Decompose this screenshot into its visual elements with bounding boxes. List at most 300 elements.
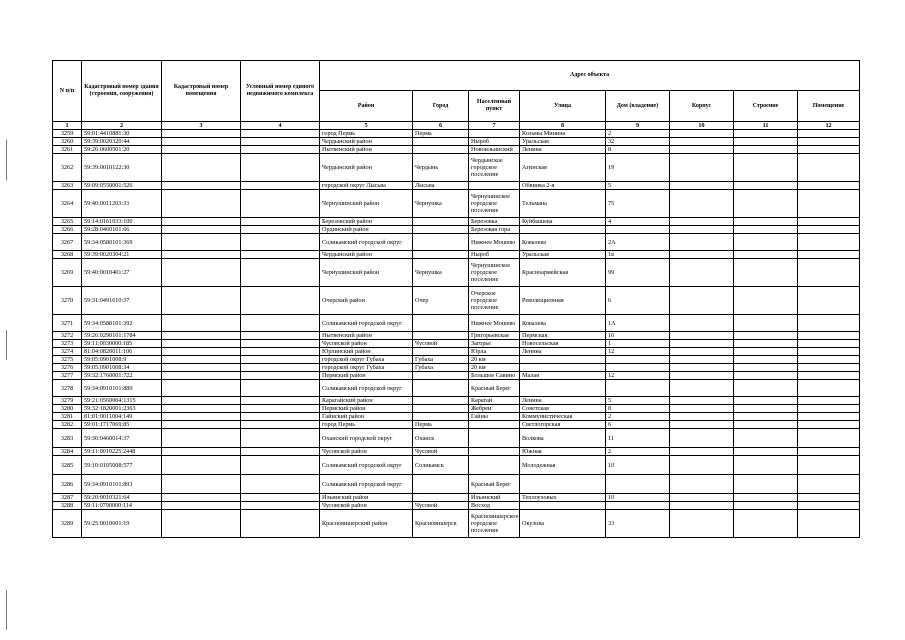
street-cell	[520, 475, 606, 494]
city-cell	[413, 138, 469, 146]
table-row	[53, 182, 860, 190]
row-number: 3268	[53, 251, 82, 259]
table-row	[53, 380, 860, 397]
city-cell	[413, 315, 469, 332]
street-cell	[520, 364, 606, 372]
row-number: 3260	[53, 138, 82, 146]
scan-edge-mark	[6, 140, 7, 180]
district-cell: Оханский городской округ	[320, 429, 413, 448]
corp-cell	[670, 315, 734, 332]
corp-cell	[670, 226, 734, 234]
corp-cell	[670, 502, 734, 510]
district-cell: Красновишерский район	[320, 510, 413, 538]
city-cell: Чусовой	[413, 340, 469, 348]
corp-cell	[670, 190, 734, 218]
house-cell: 19	[606, 154, 670, 182]
building-cell	[734, 218, 798, 226]
house-cell: 5	[606, 182, 670, 190]
conditional-number-cell	[241, 340, 320, 348]
room-cell	[798, 190, 860, 218]
table-row	[53, 332, 860, 340]
document-sheet	[52, 60, 859, 538]
room-cell	[798, 146, 860, 154]
cadastral-building-cell: 59:34:0580101:392	[82, 315, 162, 332]
conditional-number-cell	[241, 348, 320, 356]
cadastral-room-cell	[162, 259, 241, 287]
cadastral-room-cell	[162, 332, 241, 340]
cadastral-building-cell: 59:40:0010401:27	[82, 259, 162, 287]
cadastral-building-cell: 59:11:0010225:2448	[82, 448, 162, 456]
city-cell	[413, 348, 469, 356]
table-row	[53, 397, 860, 405]
building-cell	[734, 226, 798, 234]
city-cell	[413, 494, 469, 502]
conditional-number-cell	[241, 190, 320, 218]
building-cell	[734, 146, 798, 154]
street-cell: Ленина	[520, 146, 606, 154]
district-cell: Карагайский район	[320, 397, 413, 405]
house-cell: 8	[606, 146, 670, 154]
building-cell	[734, 510, 798, 538]
building-cell	[734, 372, 798, 380]
house-cell: 10	[606, 456, 670, 475]
city-cell: Чердынь	[413, 154, 469, 182]
settlement-cell	[469, 429, 520, 448]
cadastral-building-cell: 59:10:0105008:577	[82, 456, 162, 475]
cadastral-room-cell	[162, 405, 241, 413]
row-number: 3284	[53, 448, 82, 456]
cadastral-room-cell	[162, 348, 241, 356]
cadastral-building-cell: 59:11:0030000:185	[82, 340, 162, 348]
row-number: 3267	[53, 234, 82, 251]
street-cell: Тельмана	[520, 190, 606, 218]
cadastral-room-cell	[162, 421, 241, 429]
room-cell	[798, 182, 860, 190]
room-cell	[798, 405, 860, 413]
room-cell	[798, 154, 860, 182]
conditional-number-cell	[241, 364, 320, 372]
district-cell: город Пермь	[320, 130, 413, 138]
cadastral-room-cell	[162, 364, 241, 372]
cadastral-room-cell	[162, 315, 241, 332]
street-cell: Революционная	[520, 287, 606, 315]
row-number: 3287	[53, 494, 82, 502]
conditional-number-cell	[241, 251, 320, 259]
column-number: 11	[734, 122, 798, 130]
row-number: 3286	[53, 475, 82, 494]
cadastral-building-cell: 59:39:0010122:30	[82, 154, 162, 182]
header-room: Помещение	[798, 91, 860, 122]
city-cell: Чернушка	[413, 259, 469, 287]
district-cell: Очерский район	[320, 287, 413, 315]
house-cell: 32	[606, 138, 670, 146]
house-cell: 75	[606, 190, 670, 218]
street-cell: Молодежная	[520, 456, 606, 475]
city-cell	[413, 372, 469, 380]
settlement-cell: Гайны	[469, 413, 520, 421]
street-cell: Агинская	[520, 154, 606, 182]
header-corp: Корпус	[670, 91, 734, 122]
header-n: N п/п	[53, 61, 82, 122]
cadastral-room-cell	[162, 138, 241, 146]
house-cell: 5	[606, 397, 670, 405]
table-body	[53, 130, 860, 538]
room-cell	[798, 448, 860, 456]
header-address-group: Адрес объекта	[320, 61, 860, 91]
conditional-number-cell	[241, 226, 320, 234]
row-number: 3280	[53, 405, 82, 413]
row-number: 3285	[53, 456, 82, 475]
city-cell	[413, 332, 469, 340]
street-cell: Ленина	[520, 348, 606, 356]
cadastral-building-cell: 81:01:0011004:149	[82, 413, 162, 421]
settlement-cell: Березовка	[469, 218, 520, 226]
cadastral-building-cell: 59:05:0901008:34	[82, 364, 162, 372]
corp-cell	[670, 251, 734, 259]
cadastral-room-cell	[162, 190, 241, 218]
building-cell	[734, 190, 798, 218]
cadastral-room-cell	[162, 356, 241, 364]
column-number: 7	[469, 122, 520, 130]
settlement-cell: Ныроб	[469, 138, 520, 146]
corp-cell	[670, 138, 734, 146]
street-cell: Красноармейская	[520, 259, 606, 287]
corp-cell	[670, 234, 734, 251]
table-row	[53, 130, 860, 138]
city-cell: Лысьва	[413, 182, 469, 190]
cadastral-room-cell	[162, 218, 241, 226]
building-cell	[734, 475, 798, 494]
city-cell	[413, 405, 469, 413]
room-cell	[798, 456, 860, 475]
cadastral-building-cell: 59:26:0600501:20	[82, 146, 162, 154]
settlement-cell: Чернушинское городское поселение	[469, 190, 520, 218]
district-cell: Гайнский район	[320, 413, 413, 421]
settlement-cell: Григорьевская	[469, 332, 520, 340]
cadastral-building-cell: 59:30:0460014:37	[82, 429, 162, 448]
city-cell: Оханск	[413, 429, 469, 448]
district-cell: Пермский район	[320, 372, 413, 380]
header-cond-num: Условный номер единого недвижимого комплекса	[241, 61, 320, 122]
cadastral-room-cell	[162, 146, 241, 154]
settlement-cell: Нижнее Мошево	[469, 315, 520, 332]
house-cell	[606, 364, 670, 372]
house-cell: 12	[606, 372, 670, 380]
registry-table	[52, 60, 860, 538]
settlement-cell: Красный Берег	[469, 475, 520, 494]
cadastral-room-cell	[162, 130, 241, 138]
table-row	[53, 364, 860, 372]
conditional-number-cell	[241, 259, 320, 287]
row-number: 3270	[53, 287, 82, 315]
column-number: 6	[413, 122, 469, 130]
cadastral-room-cell	[162, 380, 241, 397]
cadastral-room-cell	[162, 372, 241, 380]
row-number: 3275	[53, 356, 82, 364]
corp-cell	[670, 348, 734, 356]
city-cell: Губаха	[413, 364, 469, 372]
cadastral-building-cell: 59:31:0491610:37	[82, 287, 162, 315]
house-cell: 1А	[606, 315, 670, 332]
conditional-number-cell	[241, 356, 320, 364]
table-row	[53, 413, 860, 421]
settlement-cell: Нижнее Мошево	[469, 234, 520, 251]
table-row	[53, 356, 860, 364]
corp-cell	[670, 510, 734, 538]
scan-edge-mark	[6, 590, 7, 630]
row-number: 3271	[53, 315, 82, 332]
city-cell: Очер	[413, 287, 469, 315]
conditional-number-cell	[241, 510, 320, 538]
cadastral-room-cell	[162, 510, 241, 538]
house-cell: 12	[606, 348, 670, 356]
building-cell	[734, 494, 798, 502]
district-cell: Нытвенский район	[320, 146, 413, 154]
settlement-cell: Новоильинский	[469, 146, 520, 154]
cadastral-room-cell	[162, 429, 241, 448]
column-number: 10	[670, 122, 734, 130]
building-cell	[734, 413, 798, 421]
table-row	[53, 494, 860, 502]
conditional-number-cell	[241, 421, 320, 429]
building-cell	[734, 380, 798, 397]
building-cell	[734, 429, 798, 448]
table-row	[53, 510, 860, 538]
room-cell	[798, 138, 860, 146]
row-number: 3288	[53, 502, 82, 510]
settlement-cell	[469, 448, 520, 456]
room-cell	[798, 380, 860, 397]
settlement-cell: 20 км	[469, 364, 520, 372]
table-row	[53, 234, 860, 251]
house-cell: 1	[606, 340, 670, 348]
room-cell	[798, 475, 860, 494]
building-cell	[734, 259, 798, 287]
conditional-number-cell	[241, 448, 320, 456]
table-row	[53, 287, 860, 315]
settlement-cell: Чернушинское городское поселение	[469, 259, 520, 287]
conditional-number-cell	[241, 218, 320, 226]
table-row	[53, 259, 860, 287]
settlement-cell: Карагай	[469, 397, 520, 405]
row-number: 3274	[53, 348, 82, 356]
corp-cell	[670, 130, 734, 138]
column-number: 9	[606, 122, 670, 130]
building-cell	[734, 332, 798, 340]
district-cell: Чусовской район	[320, 502, 413, 510]
street-cell	[520, 502, 606, 510]
house-cell: 6	[606, 421, 670, 429]
district-cell: Соликамский городской округ	[320, 456, 413, 475]
district-cell: Чусовской район	[320, 340, 413, 348]
street-cell: Новосельская	[520, 340, 606, 348]
settlement-cell: Ильинский	[469, 494, 520, 502]
conditional-number-cell	[241, 502, 320, 510]
street-cell: Коммунистическая	[520, 413, 606, 421]
settlement-cell	[469, 456, 520, 475]
city-cell: Пермь	[413, 130, 469, 138]
room-cell	[798, 413, 860, 421]
table-row	[53, 315, 860, 332]
cadastral-building-cell: 59:28:0460101:66	[82, 226, 162, 234]
settlement-cell: Жебреи	[469, 405, 520, 413]
building-cell	[734, 456, 798, 475]
settlement-cell	[469, 182, 520, 190]
district-cell: городской округ Губаха	[320, 356, 413, 364]
header-cad-building: Кадастровый номер здания (строения, сооружения)	[82, 61, 162, 122]
table-row	[53, 348, 860, 356]
building-cell	[734, 138, 798, 146]
city-cell: Красновишерск	[413, 510, 469, 538]
house-cell	[606, 356, 670, 364]
district-cell: Березовский район	[320, 218, 413, 226]
district-cell: Чердынский район	[320, 251, 413, 259]
column-number: 4	[241, 122, 320, 130]
row-number: 3269	[53, 259, 82, 287]
city-cell	[413, 397, 469, 405]
street-cell: Южная	[520, 448, 606, 456]
settlement-cell: Березовая гора	[469, 226, 520, 234]
table-row	[53, 218, 860, 226]
header-cad-room: Кадастровый номер помещения	[162, 61, 241, 122]
room-cell	[798, 421, 860, 429]
house-cell: 4	[606, 218, 670, 226]
row-number: 3264	[53, 190, 82, 218]
corp-cell	[670, 421, 734, 429]
cadastral-room-cell	[162, 182, 241, 190]
cadastral-room-cell	[162, 234, 241, 251]
district-cell: Чердынский район	[320, 154, 413, 182]
corp-cell	[670, 356, 734, 364]
column-number: 8	[520, 122, 606, 130]
corp-cell	[670, 494, 734, 502]
street-cell: Светлогорская	[520, 421, 606, 429]
street-cell: Куйбышева	[520, 218, 606, 226]
house-cell	[606, 475, 670, 494]
row-number: 3262	[53, 154, 82, 182]
corp-cell	[670, 287, 734, 315]
city-cell	[413, 146, 469, 154]
room-cell	[798, 397, 860, 405]
cadastral-room-cell	[162, 340, 241, 348]
cadastral-building-cell: 59:34:0580101:369	[82, 234, 162, 251]
row-number: 3281	[53, 413, 82, 421]
cadastral-building-cell: 59:34:0910101:889	[82, 380, 162, 397]
house-cell	[606, 502, 670, 510]
table-row	[53, 190, 860, 218]
cadastral-building-cell: 59:39:0020320:44	[82, 138, 162, 146]
street-cell: Ковалева	[520, 234, 606, 251]
corp-cell	[670, 146, 734, 154]
district-cell: городской округ Губаха	[320, 364, 413, 372]
district-cell: Соликамский городской округ	[320, 380, 413, 397]
district-cell: Пермский район	[320, 405, 413, 413]
district-cell: Соликамский городской округ	[320, 315, 413, 332]
conditional-number-cell	[241, 429, 320, 448]
street-cell: Козьмы Минина	[520, 130, 606, 138]
corp-cell	[670, 154, 734, 182]
conditional-number-cell	[241, 380, 320, 397]
conditional-number-cell	[241, 234, 320, 251]
room-cell	[798, 332, 860, 340]
table-row	[53, 475, 860, 494]
city-cell: Чернушка	[413, 190, 469, 218]
street-cell: Малая	[520, 372, 606, 380]
room-cell	[798, 364, 860, 372]
room-cell	[798, 372, 860, 380]
cadastral-room-cell	[162, 413, 241, 421]
building-cell	[734, 502, 798, 510]
settlement-cell: Юрла	[469, 348, 520, 356]
house-cell: 16	[606, 332, 670, 340]
cadastral-building-cell: 59:05:0901008:9	[82, 356, 162, 364]
table-row	[53, 146, 860, 154]
room-cell	[798, 234, 860, 251]
street-cell: Ковалева	[520, 315, 606, 332]
street-cell: Обвинка 2-я	[520, 182, 606, 190]
room-cell	[798, 287, 860, 315]
district-cell: Чусовской район	[320, 448, 413, 456]
cadastral-building-cell: 59:34:0910101:893	[82, 475, 162, 494]
settlement-cell	[469, 421, 520, 429]
cadastral-room-cell	[162, 475, 241, 494]
cadastral-building-cell: 59:20:0010321:64	[82, 494, 162, 502]
table-row	[53, 429, 860, 448]
street-cell: Теплоуховых	[520, 494, 606, 502]
house-cell: 2	[606, 130, 670, 138]
corp-cell	[670, 413, 734, 421]
house-cell	[606, 380, 670, 397]
column-number-row	[53, 122, 860, 130]
table-row	[53, 226, 860, 234]
conditional-number-cell	[241, 494, 320, 502]
table-row	[53, 448, 860, 456]
conditional-number-cell	[241, 287, 320, 315]
district-cell: Соликамский городской округ	[320, 234, 413, 251]
settlement-cell: Красный Берег	[469, 380, 520, 397]
conditional-number-cell	[241, 413, 320, 421]
conditional-number-cell	[241, 397, 320, 405]
city-cell	[413, 251, 469, 259]
city-cell	[413, 218, 469, 226]
house-cell: 1в	[606, 251, 670, 259]
conditional-number-cell	[241, 332, 320, 340]
room-cell	[798, 348, 860, 356]
cadastral-room-cell	[162, 251, 241, 259]
city-cell: Губаха	[413, 356, 469, 364]
district-cell: Соликамский городской округ	[320, 475, 413, 494]
building-cell	[734, 448, 798, 456]
room-cell	[798, 315, 860, 332]
street-cell: Советская	[520, 405, 606, 413]
row-number: 3265	[53, 218, 82, 226]
header-settlement: Населенный пункт	[469, 91, 520, 122]
district-cell: Юрлинский район	[320, 348, 413, 356]
header-district: Район	[320, 91, 413, 122]
corp-cell	[670, 259, 734, 287]
building-cell	[734, 421, 798, 429]
corp-cell	[670, 372, 734, 380]
building-cell	[734, 340, 798, 348]
row-number: 3279	[53, 397, 82, 405]
row-number: 3276	[53, 364, 82, 372]
building-cell	[734, 405, 798, 413]
house-cell: 99	[606, 259, 670, 287]
street-cell: Волкова	[520, 429, 606, 448]
table-row	[53, 456, 860, 475]
city-cell	[413, 413, 469, 421]
street-cell	[520, 356, 606, 364]
